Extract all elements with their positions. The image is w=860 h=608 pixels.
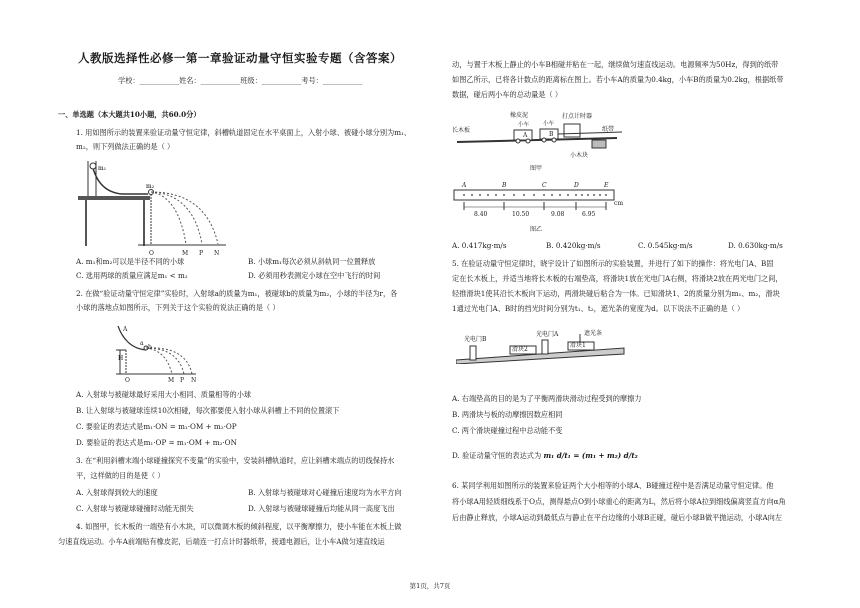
q4-fig1-label-cart-a: 小车 <box>518 122 530 128</box>
q3-stem-line1: 3. 在“利用斜槽末端小球碰撞探究不变量”的实验中，安装斜槽轨道时，应让斜槽末端点的切线保持水 <box>76 456 395 465</box>
q4-option-d[interactable]: D. 0.630kg·m/s <box>728 241 783 250</box>
q4-tape-unit: cm <box>614 200 624 207</box>
q1-label-O: O <box>149 250 154 257</box>
q1-option-b[interactable]: B. 小球m₁每次必须从斜轨同一位置释放 <box>248 257 376 266</box>
q2-label-N: N <box>191 377 197 384</box>
q1-label-m2: m₂ <box>146 183 155 190</box>
q4-option-c[interactable]: C. 0.545kg·m/s <box>638 241 693 250</box>
page-title: 人教版选择性必修一第一章验证动量守恒实验专题（含答案） <box>78 51 402 65</box>
q4-fig2-caption: 图乙 <box>530 226 543 233</box>
q5-stem-line3: 轻推滑块1使其沿长木板向下运动，两滑块碰后粘合为一体。已知滑块1、2的质量分别为m₁、m₂，滑块 <box>452 289 780 298</box>
q1-label-M: M <box>182 250 189 257</box>
q1-label-N: N <box>214 250 220 257</box>
q5-label-gate-b: 光电门B <box>464 336 487 343</box>
q2-apparatus-figure <box>116 322 196 378</box>
q5-option-d-formula: m₁ d/t₁ = (m₁ + m₂) d/t₂ <box>543 451 638 460</box>
q4-tape-letter-C: C <box>542 182 547 189</box>
q2-option-a[interactable]: A. 入射球与被碰球最好采用大小相同、质量相等的小球 <box>76 390 252 399</box>
q5-option-b[interactable]: B. 两滑块与板的动摩擦因数应相同 <box>452 410 563 419</box>
q3-option-d[interactable]: D. 入射球与被碰球碰撞后均能从同一高度飞出 <box>248 504 395 513</box>
q4-fig1-label-timer: 打点计时器 <box>562 113 593 120</box>
q4-stem-line1: 4. 如图甲，长木板的一端垫有小木块，可以微调木板的倾斜程度，以平衡摩擦力，使小车能在木板上做 <box>76 522 402 531</box>
q5-option-d[interactable] <box>452 450 638 461</box>
q4-tape-letter-A: A <box>462 182 467 189</box>
q1-label-P: P <box>199 250 204 257</box>
q2-label-a: a <box>140 340 144 347</box>
q4-cont-line2: 如图乙所示，已将各计数点的距离标在图上。若小车A的质量为0.4kg，小车B的质量为0.2kg，根据纸带 <box>452 75 784 84</box>
q1-stem-line2: m₂，则下列做法正确的是（ ） <box>76 142 175 151</box>
q4-tape-value-de: 6.95 <box>582 211 596 218</box>
q5-label-slider1: 滑块1 <box>570 342 586 349</box>
q2-option-c[interactable]: C. 要验证的表达式是m₁·ON = m₁·OM + m₂·OP <box>76 422 237 431</box>
q5-label-slider2: 滑块2 <box>512 346 528 353</box>
q4-fig1-label-A: A <box>523 132 528 139</box>
q5-label-gate-a: 光电门A <box>536 331 559 338</box>
q2-label-b: b <box>148 344 152 351</box>
q4-fig1-label-board: 长木板 <box>452 127 471 134</box>
q5-stem-line1: 5. 在验证动量守恒定律时，晓宇设计了如图所示的实验装置，并进行了如下的操作：将光电门A、B固 <box>452 259 774 268</box>
q2-label-H: H <box>118 355 124 362</box>
q1-option-c[interactable]: C. 选用两球的质量应满足m₁ < m₂ <box>76 271 188 280</box>
q4-fig1-caption: 图甲 <box>530 165 543 172</box>
q1-apparatus-figure <box>78 156 228 248</box>
q6-stem-line3: 后由静止释放，小球A运动到最低点与静止在平台边缘的小球B正碰，碰后小球B做平抛运动，小球A向左 <box>452 513 783 522</box>
q5-label-flag: 遮光条 <box>584 330 603 337</box>
q3-option-c[interactable]: C. 入射球与被碰球碰撞时动能无损失 <box>76 504 194 513</box>
q4-fig1-apparatus <box>452 104 627 160</box>
q4-option-b[interactable]: B. 0.420kg·m/s <box>546 241 601 250</box>
q4-tape-value-bc: 10.50 <box>512 211 530 218</box>
q3-stem-line2: 平，这样做的目的是使（ ） <box>76 471 165 480</box>
page-footer: 第1页，共7页 <box>409 582 451 590</box>
q4-cont-line3: 数据，碰后两小车的总动量是（ ） <box>452 90 563 99</box>
q5-option-c[interactable]: C. 两个滑块碰撞过程中总动能不变 <box>452 426 563 435</box>
section-heading: 一、单选题（本大题共10小题，共60.0分） <box>58 110 201 119</box>
q2-stem-line2: 小球的落地点如图所示，下列关于这个实验的说法正确的是（ ） <box>76 303 280 312</box>
q4-tape-value-cd: 9.08 <box>551 211 565 218</box>
q4-tape-value-ab: 8.40 <box>474 211 488 218</box>
q4-tape-letter-B: B <box>502 182 507 189</box>
q2-label-M: M <box>168 377 175 384</box>
q4-fig1-label-cart-b: 小车 <box>543 121 555 127</box>
q4-tape-letter-D: D <box>574 182 579 189</box>
q5-option-a[interactable]: A. 右端垫高的目的是为了平衡两滑块滑动过程受到的摩擦力 <box>452 394 642 403</box>
q2-stem-line1: 2. 在做“验证动量守恒定律”实验时，入射球a的质量为m₁，被碰球b的质量为m₂，小球的半径为r，各 <box>76 289 398 298</box>
student-info-line: 学校：___________姓名：___________班级：___________考号：___________ <box>118 76 363 85</box>
q4-stem-line2: 匀速直线运动。小车A前端贴有橡皮泥，后端连一打点计时器纸带，接通电源后，让小车A做匀速直线运 <box>58 537 385 546</box>
q4-fig1-label-tape: 纸带 <box>602 126 615 133</box>
q2-option-d[interactable]: D. 要验证的表达式是m₁·OP = m₁·OM + m₂·ON <box>76 438 237 447</box>
q6-stem-line1: 6. 某同学利用如图所示的装置来验证两个大小相等的小球A、B碰撞过程中是否满足动量守恒定律。他 <box>452 481 774 490</box>
q6-stem-line2: 将小球A用轻质细线系于O点，测得悬点O到小球重心的距离为L，然后将小球A拉到细线偏离竖直方向α角 <box>452 497 786 506</box>
q4-cont-line1: 动，与置于木板上静止的小车B相碰并粘在一起，继续做匀速直线运动。电源频率为50Hz，得到的纸带 <box>452 60 779 69</box>
q2-label-P: P <box>180 377 185 384</box>
q4-tape-letter-E: E <box>604 182 609 189</box>
q4-option-a[interactable]: A. 0.417kg·m/s <box>452 241 507 250</box>
q2-option-b[interactable]: B. 让入射球与被碰球连续10次相碰，每次都要使入射小球从斜槽上不同的位置滚下 <box>76 406 340 415</box>
q5-stem-line2: 定在长木板上，并适当地将长木板的右端垫高，将滑块1放在光电门A右侧，将滑块2放在两光电门之间， <box>452 274 783 283</box>
q3-option-b[interactable]: B. 入射球与被碰球对心碰撞后速度均为水平方向 <box>248 488 402 497</box>
q5-option-d-prefix: D. 验证动量守恒的表达式为 <box>452 451 542 460</box>
q1-option-d[interactable]: D. 必须用秒表测定小球在空中飞行的时间 <box>248 271 381 280</box>
q4-fig1-label-block: 小木块 <box>570 152 589 159</box>
q4-fig1-label-putty: 橡皮泥 <box>510 112 529 119</box>
q1-stem-line1: 1. 用如图所示的装置来验证动量守恒定律，斜槽轨道固定在水平桌面上，入射小球、被碰小球分别为m₁、 <box>76 128 412 137</box>
q5-stem-line4: 1通过光电门A、B时的挡光时间分别为t₁、t₂，遮光条的宽度为d。以下说法不正确的是（ ） <box>452 304 745 313</box>
q1-option-a[interactable]: A. m₁和m₂可以是半径不同的小球 <box>76 257 185 266</box>
q2-label-O: O <box>125 377 130 384</box>
q2-label-A: A <box>123 326 128 333</box>
q3-option-a[interactable]: A. 入射球得到较大的速度 <box>76 488 158 497</box>
q1-label-m1: m₁ <box>98 165 107 172</box>
q4-fig1-label-B: B <box>549 131 554 138</box>
